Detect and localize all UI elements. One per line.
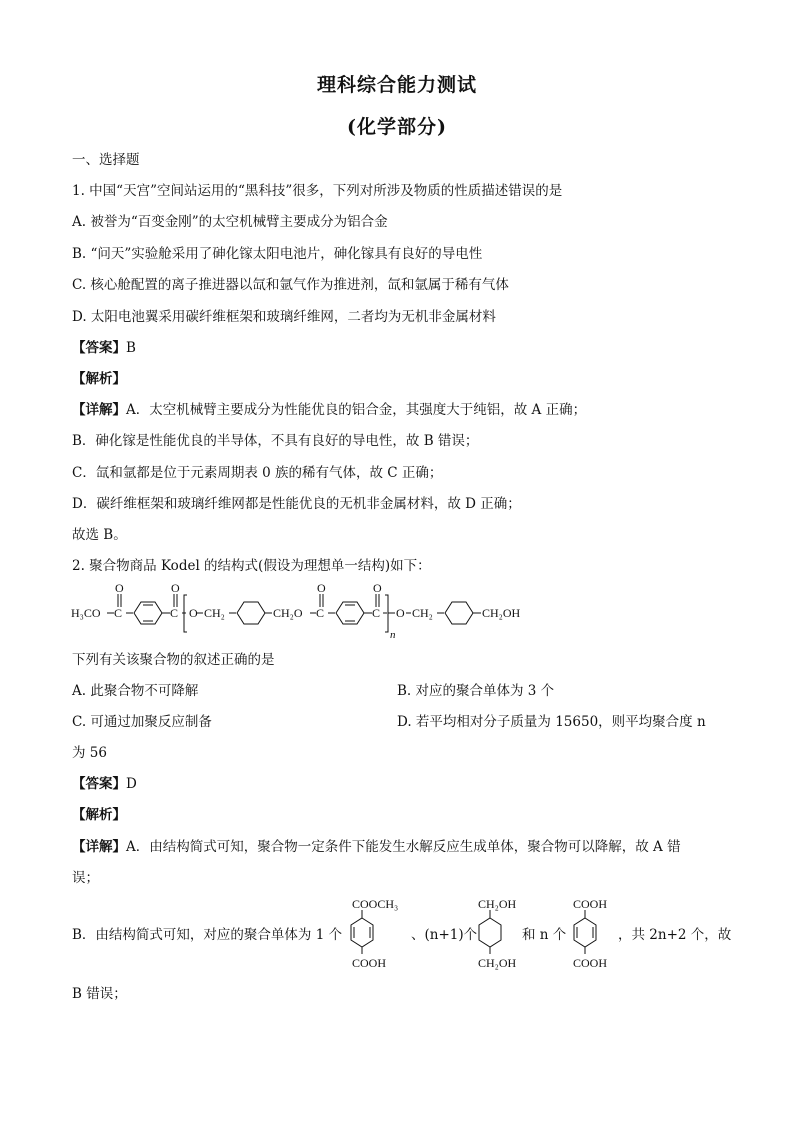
monomer2-top-group: CH₂OH (478, 897, 517, 911)
answer-label: 【答案】 (72, 340, 126, 356)
methylene-1: CH₂ (204, 606, 225, 620)
q2-option-d-continued: 为 56 (72, 745, 107, 761)
carbonyl-o-3: O (317, 581, 326, 595)
q1-conclusion: 故选 B。 (72, 527, 127, 543)
carbonyl-o-4: O (373, 581, 382, 595)
q1-option-d: D. 太阳电池翼采用碳纤维框架和玻璃纤维网，二者均为无机非金属材料 (72, 309, 496, 325)
detail-label: 【详解】 (72, 402, 126, 418)
monomer-terephthalate (348, 896, 418, 972)
q2-detail-b-pre: B．由结构简式可知，对应的聚合单体为 1 个 (72, 927, 343, 943)
carbonyl-c-2: C (170, 606, 179, 620)
q2-option-d: D. 若平均相对分子质量为 15650，则平均聚合度 n (397, 714, 706, 730)
page-title: 理科综合能力测试 (316, 74, 477, 96)
left-end-group: H₃CO (71, 606, 101, 620)
q1-stem: 1. 中国“天宫”空间站运用的“黑科技”很多，下列对所涉及物质的性质描述错误的是 (72, 183, 563, 199)
q2-detail-b-post: ，共 2n+2 个，故 (618, 927, 732, 943)
repeat-n: n (390, 629, 396, 641)
q1-option-a: A. 被誉为“百变金刚”的太空机械臂主要成分为铝合金 (72, 214, 388, 230)
q2-detail-b-end: B 错误； (72, 986, 127, 1002)
q1-option-c: C. 核心舱配置的离子推进器以氙和氩气作为推进剂，氙和氩属于稀有气体 (72, 277, 509, 293)
q2-analysis-label: 【解析】 (72, 807, 126, 823)
monomer2-bottom-group: CH₂OH (478, 956, 517, 970)
polymer-structure (70, 580, 540, 642)
detail-a-text: A．由结构简式可知，聚合物一定条件下能发生水解反应生成单体，聚合物可以降解，故 A 错 (126, 839, 681, 855)
carbonyl-o-1: O (115, 581, 124, 595)
q2-prompt: 下列有关该聚合物的叙述正确的是 (72, 652, 275, 668)
detail-label: 【详解】 (72, 839, 126, 855)
monomer3-bottom-group: COOH (573, 956, 608, 970)
q2-stem: 2. 聚合物商品 Kodel 的结构式(假设为理想单一结构)如下： (72, 558, 431, 574)
detail-a-text: A．太空机械臂主要成分为性能优良的铝合金，其强度大于纯铝，故 A 正确； (126, 402, 587, 418)
q2-detail-a (72, 838, 681, 856)
carbonyl-c-1: C (114, 606, 123, 620)
methylene-2: CH₂ (412, 606, 433, 620)
answer-value: B (126, 340, 136, 356)
right-end-group: CH₂OH (482, 606, 521, 620)
q2-detail-b-mid1: 、(n+1)个 (411, 927, 478, 943)
ester-o-2: O (396, 606, 405, 620)
answer-label: 【答案】 (72, 776, 126, 792)
q2-answer (72, 775, 137, 793)
q1-detail-a (72, 401, 586, 419)
ester-o-1: O (189, 606, 198, 620)
monomer-terephthalic-acid (565, 896, 625, 972)
q2-detail-a-continued: 误； (72, 870, 99, 886)
carbonyl-o-2: O (171, 581, 180, 595)
q1-detail-d: D．碳纤维框架和玻璃纤维网都是性能优良的无机非金属材料，故 D 正确； (72, 496, 521, 512)
section-heading: 一、选择题 (72, 152, 140, 168)
methyleneoxy: CH₂O (273, 606, 303, 620)
q2-detail-b-mid2: 和 n 个 (522, 927, 567, 943)
q1-option-b: B. “问天”实验舱采用了砷化镓太阳电池片，砷化镓具有良好的导电性 (72, 246, 483, 262)
q1-detail-b: B．砷化镓是性能优良的半导体，不具有良好的导电性，故 B 错误； (72, 433, 479, 449)
q1-analysis-label: 【解析】 (72, 371, 126, 387)
q1-detail-c: C．氙和氩都是位于元素周期表 0 族的稀有气体，故 C 正确； (72, 465, 443, 481)
monomer-diol (466, 896, 526, 972)
answer-value: D (126, 776, 137, 792)
q2-option-b: B. 对应的聚合单体为 3 个 (397, 683, 555, 699)
q2-option-a: A. 此聚合物不可降解 (72, 683, 199, 699)
carbonyl-c-4: C (372, 606, 381, 620)
q1-answer (72, 339, 136, 357)
monomer1-bottom-group: COOH (352, 956, 387, 970)
monomer3-top-group: COOH (573, 897, 608, 911)
monomer1-top-group: COOCH₃ (352, 897, 399, 911)
carbonyl-c-3: C (316, 606, 325, 620)
page-subtitle: (化学部分) (347, 116, 447, 138)
q2-option-c: C. 可通过加聚反应制备 (72, 714, 212, 730)
